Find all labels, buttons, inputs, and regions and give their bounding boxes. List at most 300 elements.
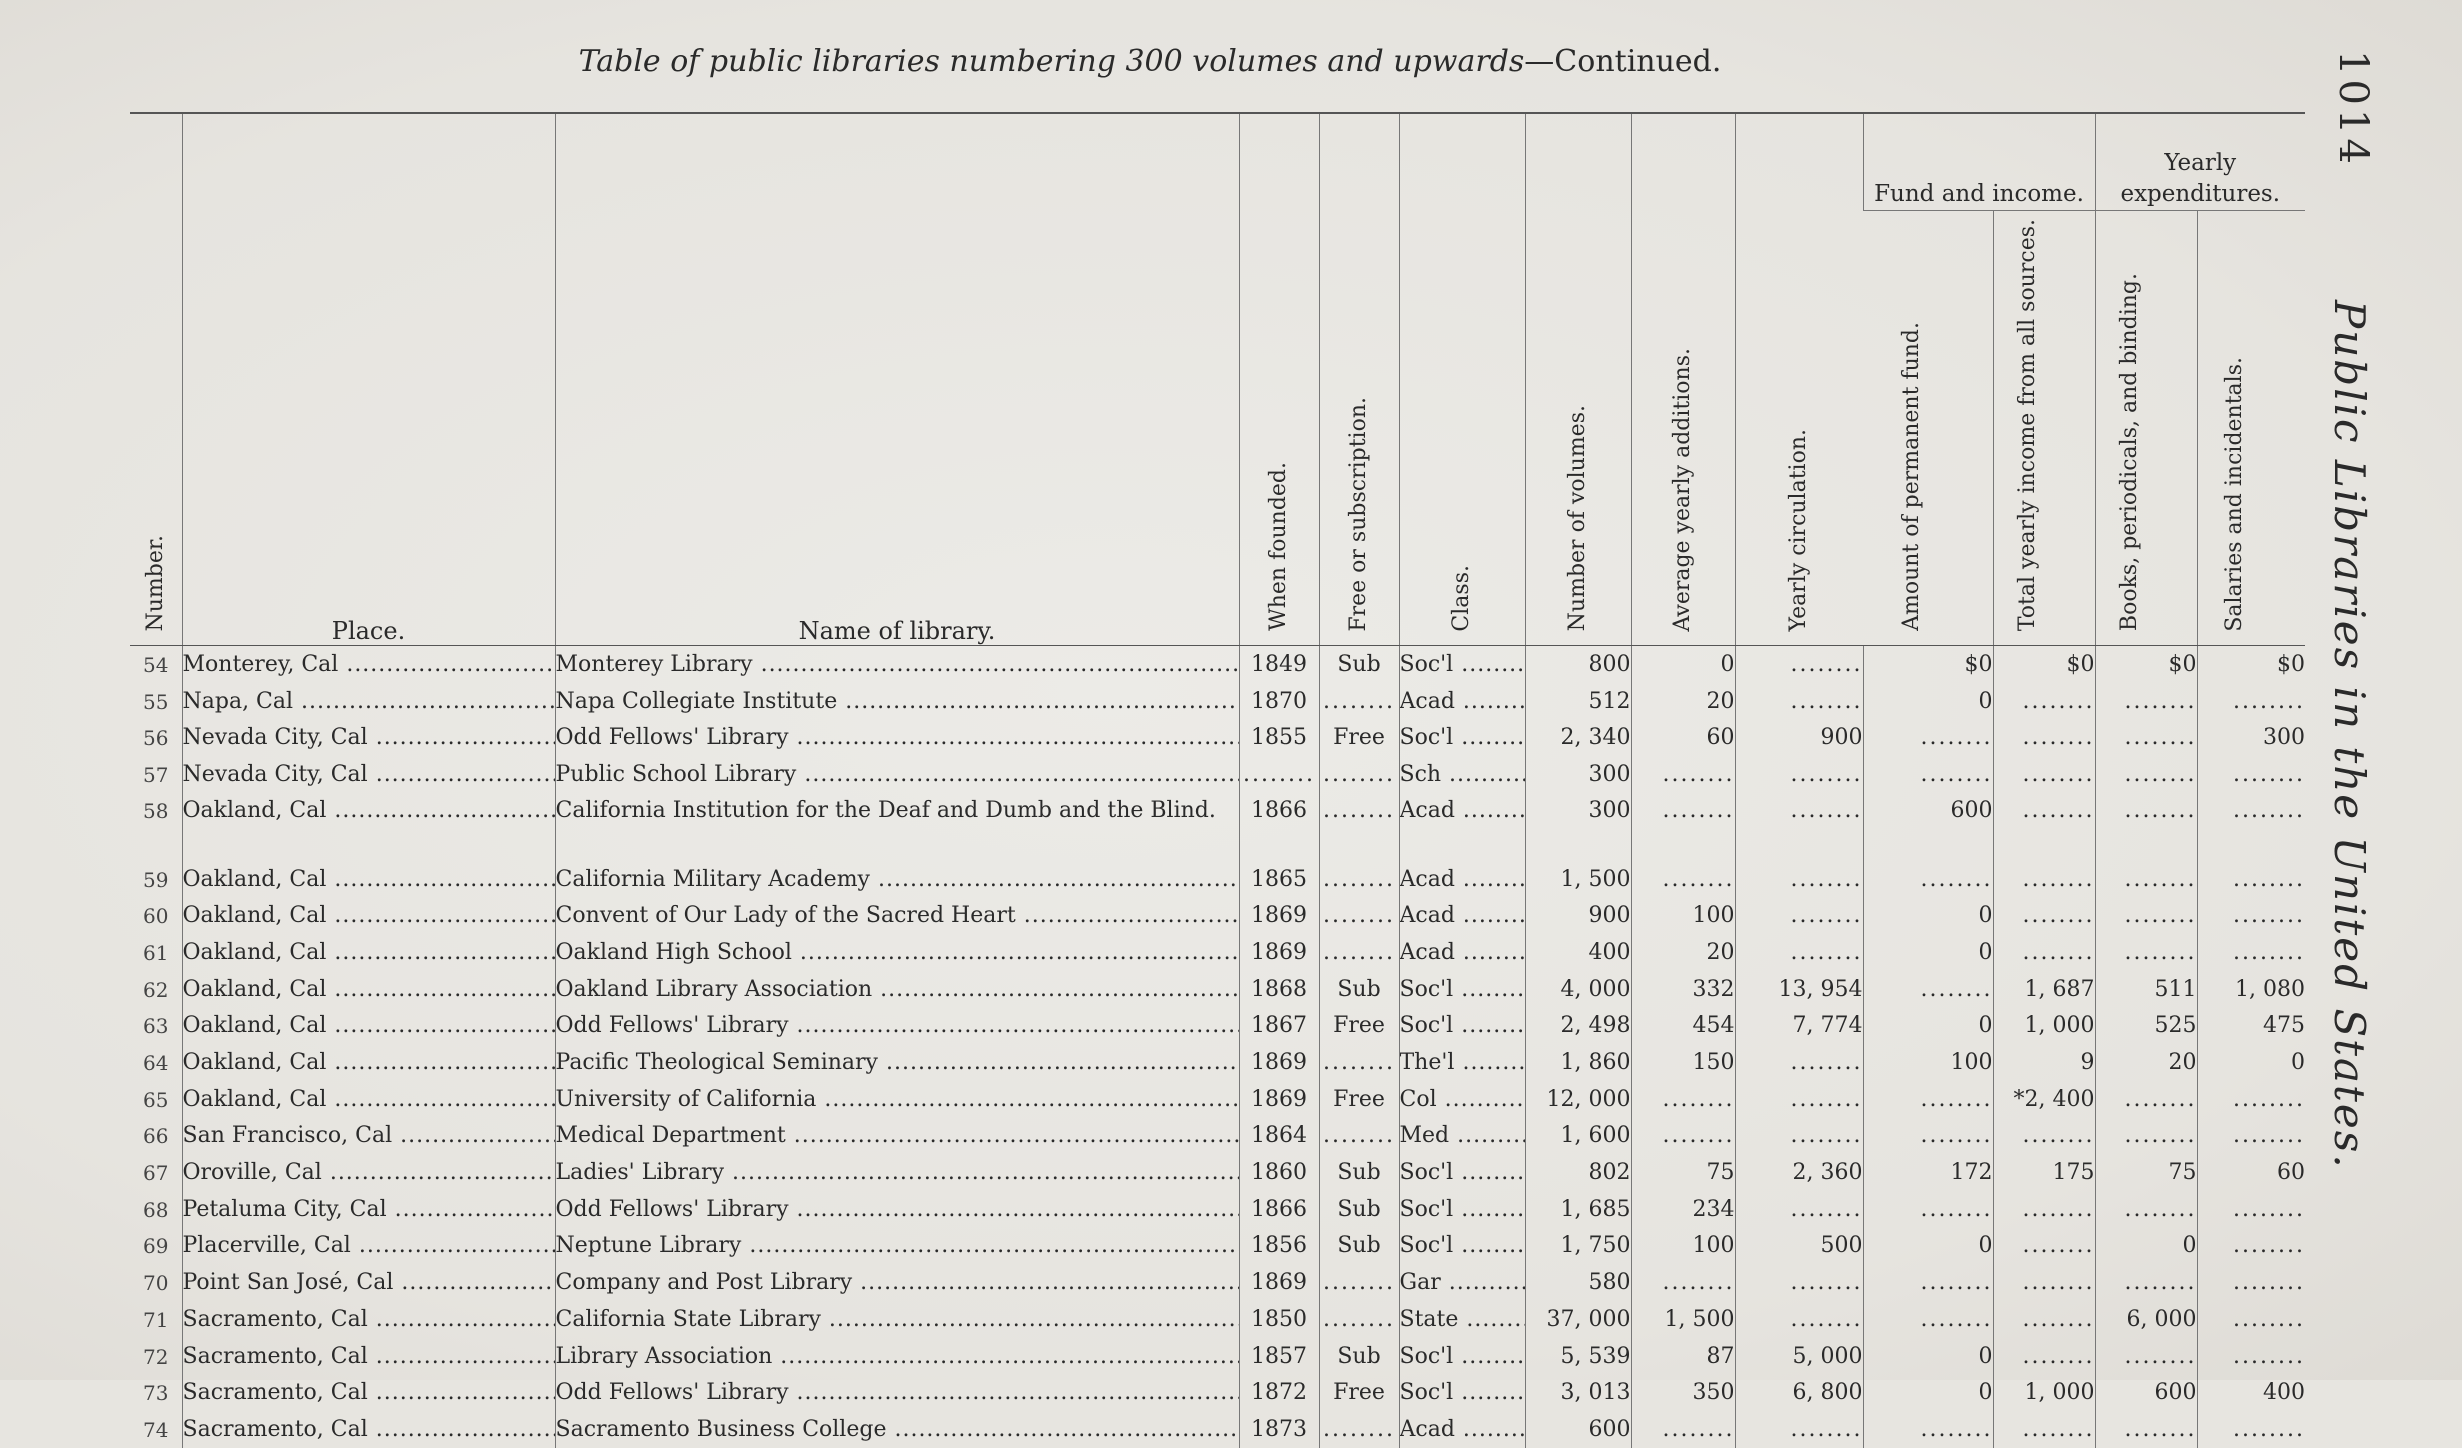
cell-cls: Soc'l ..... — [1399, 1154, 1525, 1191]
cell-free — [1319, 1264, 1399, 1301]
cell-income — [1993, 1228, 2095, 1265]
cell-books — [2095, 720, 2197, 757]
header-name: Name of library. — [555, 113, 1239, 646]
cell-cls: Acad ..... — [1399, 1411, 1525, 1448]
cell-name: Odd Fellows' Library ..... — [555, 720, 1239, 757]
cell-place: Oakland, Cal ..... — [182, 1044, 555, 1081]
table-row — [130, 1008, 2305, 1045]
cell-salaries — [2197, 1338, 2305, 1375]
cell-additions: 350 — [1631, 1375, 1735, 1412]
cell-books — [2095, 683, 2197, 720]
cell-num: 56 — [143, 726, 169, 751]
cell-num: 68 — [143, 1197, 169, 1222]
cell-num: 70 — [143, 1271, 169, 1296]
header-place: Place. — [182, 113, 555, 646]
cell-income: $0 — [1993, 646, 2095, 683]
cell-additions: 0 — [1631, 646, 1735, 683]
cell-fund — [1863, 1191, 1993, 1228]
cell-place: Sacramento, Cal ..... — [182, 1301, 555, 1338]
cell-free: Free — [1319, 1081, 1399, 1118]
cell-founded: 1866 — [1239, 1191, 1319, 1228]
cell-founded: 1869 — [1239, 898, 1319, 935]
cell-fund — [1863, 756, 1993, 793]
cell-salaries — [2197, 1118, 2305, 1155]
cell-volumes: 37, 000 — [1525, 1301, 1631, 1338]
cell-place: Napa, Cal ..... — [182, 683, 555, 720]
cell-name: California Institution for the Deaf and Dumb and the Blind. — [555, 793, 1239, 861]
cell-income — [1993, 720, 2095, 757]
cell-books: 525 — [2095, 1008, 2197, 1045]
cell-cls: Acad ..... — [1399, 683, 1525, 720]
header-free: Free or subscription. — [1319, 113, 1399, 646]
header-class: Class. — [1399, 113, 1525, 646]
header-books: Books, periodicals, and binding. — [2095, 211, 2197, 646]
cell-place: Sacramento, Cal ..... — [182, 1338, 555, 1375]
cell-fund: 0 — [1863, 898, 1993, 935]
cell-income — [1993, 756, 2095, 793]
cell-additions: 234 — [1631, 1191, 1735, 1228]
cell-num: 61 — [143, 940, 169, 965]
libraries-table — [130, 112, 2305, 1448]
table-row — [130, 756, 2305, 793]
cell-circ — [1735, 1411, 1863, 1448]
cell-num: 69 — [143, 1234, 169, 1259]
cell-fund: 0 — [1863, 683, 1993, 720]
cell-cls: Acad ..... — [1399, 861, 1525, 898]
cell-fund: 0 — [1863, 934, 1993, 971]
cell-salaries: 60 — [2197, 1154, 2305, 1191]
cell-name: Pacific Theological Seminary ..... — [555, 1044, 1239, 1081]
cell-free — [1319, 861, 1399, 898]
cell-volumes: 512 — [1525, 683, 1631, 720]
cell-cls: Soc'l ..... — [1399, 720, 1525, 757]
table-body — [130, 646, 2305, 1448]
cell-founded: 1864 — [1239, 1118, 1319, 1155]
cell-books: 0 — [2095, 1228, 2197, 1265]
cell-cls: Soc'l ..... — [1399, 1375, 1525, 1412]
cell-volumes: 3, 013 — [1525, 1375, 1631, 1412]
cell-volumes: 580 — [1525, 1264, 1631, 1301]
cell-cls: Med ..... — [1399, 1118, 1525, 1155]
cell-books — [2095, 793, 2197, 861]
cell-additions: 150 — [1631, 1044, 1735, 1081]
cell-place: Oakland, Cal ..... — [182, 971, 555, 1008]
cell-cls: Col ..... — [1399, 1081, 1525, 1118]
cell-volumes: 900 — [1525, 898, 1631, 935]
table-row — [130, 1228, 2305, 1265]
table-row — [130, 1118, 2305, 1155]
table-row — [130, 1191, 2305, 1228]
cell-cls: Soc'l ..... — [1399, 1228, 1525, 1265]
cell-free: Free — [1319, 720, 1399, 757]
cell-circ: 13, 954 — [1735, 971, 1863, 1008]
cell-circ: 7, 774 — [1735, 1008, 1863, 1045]
cell-volumes: 800 — [1525, 646, 1631, 683]
cell-income: 9 — [1993, 1044, 2095, 1081]
cell-founded: 1872 — [1239, 1375, 1319, 1412]
cell-name: Oakland Library Association ..... — [555, 971, 1239, 1008]
cell-free: Sub — [1319, 646, 1399, 683]
header-number: Number. — [130, 113, 182, 646]
cell-name: Company and Post Library ..... — [555, 1264, 1239, 1301]
cell-cls: Soc'l ..... — [1399, 1008, 1525, 1045]
cell-income — [1993, 898, 2095, 935]
cell-income: 175 — [1993, 1154, 2095, 1191]
cell-salaries — [2197, 1411, 2305, 1448]
cell-place: San Francisco, Cal ..... — [182, 1118, 555, 1155]
cell-num: 74 — [143, 1417, 169, 1442]
cell-free: Sub — [1319, 1338, 1399, 1375]
cell-circ: 500 — [1735, 1228, 1863, 1265]
cell-additions — [1631, 1081, 1735, 1118]
cell-circ — [1735, 898, 1863, 935]
cell-free — [1319, 793, 1399, 861]
cell-name: Sacramento Business College ..... — [555, 1411, 1239, 1448]
table-row — [130, 1338, 2305, 1375]
cell-books — [2095, 1264, 2197, 1301]
cell-founded: 1856 — [1239, 1228, 1319, 1265]
cell-books — [2095, 861, 2197, 898]
cell-volumes: 300 — [1525, 756, 1631, 793]
cell-income — [1993, 1191, 2095, 1228]
cell-fund — [1863, 1118, 1993, 1155]
cell-salaries: 400 — [2197, 1375, 2305, 1412]
cell-num: 54 — [143, 652, 169, 677]
table-row — [130, 861, 2305, 898]
cell-fund — [1863, 720, 1993, 757]
table-row — [130, 1264, 2305, 1301]
cell-salaries — [2197, 1301, 2305, 1338]
table-title-italic: Table of public libraries numbering 300 volumes and upwards — [578, 44, 1525, 79]
cell-fund — [1863, 1081, 1993, 1118]
cell-num: 73 — [143, 1381, 169, 1406]
table-row — [130, 646, 2305, 683]
table-row — [130, 1411, 2305, 1448]
cell-name: Odd Fellows' Library ..... — [555, 1191, 1239, 1228]
cell-founded: 1860 — [1239, 1154, 1319, 1191]
cell-fund: 100 — [1863, 1044, 1993, 1081]
cell-additions: 75 — [1631, 1154, 1735, 1191]
cell-founded: 1865 — [1239, 861, 1319, 898]
cell-num: 64 — [143, 1051, 169, 1076]
cell-circ: 5, 000 — [1735, 1338, 1863, 1375]
cell-free: Sub — [1319, 1154, 1399, 1191]
cell-income: 1, 687 — [1993, 971, 2095, 1008]
cell-fund: 0 — [1863, 1008, 1993, 1045]
cell-salaries: 0 — [2197, 1044, 2305, 1081]
cell-founded: 1866 — [1239, 793, 1319, 861]
cell-volumes: 1, 600 — [1525, 1118, 1631, 1155]
cell-salaries — [2197, 1191, 2305, 1228]
table-row — [130, 1375, 2305, 1412]
cell-circ — [1735, 756, 1863, 793]
cell-place: Oakland, Cal ..... — [182, 934, 555, 971]
cell-founded: 1849 — [1239, 646, 1319, 683]
header-founded: When founded. — [1239, 113, 1319, 646]
cell-books — [2095, 1411, 2197, 1448]
cell-num: 59 — [143, 867, 169, 892]
table-title — [0, 44, 2300, 79]
cell-name: Medical Department ..... — [555, 1118, 1239, 1155]
cell-additions: 87 — [1631, 1338, 1735, 1375]
cell-volumes: 4, 000 — [1525, 971, 1631, 1008]
cell-books — [2095, 1081, 2197, 1118]
cell-salaries — [2197, 683, 2305, 720]
cell-free — [1319, 683, 1399, 720]
cell-income — [1993, 683, 2095, 720]
cell-fund: 172 — [1863, 1154, 1993, 1191]
cell-income — [1993, 793, 2095, 861]
header-income: Total yearly income from all sources. — [1993, 211, 2095, 646]
cell-cls: Soc'l ..... — [1399, 971, 1525, 1008]
cell-place: Placerville, Cal ..... — [182, 1228, 555, 1265]
cell-name: Library Association ..... — [555, 1338, 1239, 1375]
cell-salaries: 475 — [2197, 1008, 2305, 1045]
cell-founded: 1869 — [1239, 934, 1319, 971]
cell-free — [1319, 1118, 1399, 1155]
cell-volumes: 2, 340 — [1525, 720, 1631, 757]
cell-name: Napa Collegiate Institute ..... — [555, 683, 1239, 720]
cell-free: Sub — [1319, 971, 1399, 1008]
cell-books: 600 — [2095, 1375, 2197, 1412]
cell-place: Oakland, Cal ..... — [182, 898, 555, 935]
cell-cls: Acad ..... — [1399, 898, 1525, 935]
cell-fund — [1863, 1264, 1993, 1301]
cell-free: Sub — [1319, 1228, 1399, 1265]
cell-name: Convent of Our Lady of the Sacred Heart ..... — [555, 898, 1239, 935]
cell-circ: 6, 800 — [1735, 1375, 1863, 1412]
header-additions: Average yearly additions. — [1631, 113, 1735, 646]
cell-cls: Acad ..... — [1399, 934, 1525, 971]
cell-books: 20 — [2095, 1044, 2197, 1081]
cell-name: Odd Fellows' Library ..... — [555, 1375, 1239, 1412]
cell-place: Point San José, Cal ..... — [182, 1264, 555, 1301]
cell-circ — [1735, 1081, 1863, 1118]
cell-salaries — [2197, 1264, 2305, 1301]
cell-name: Monterey Library ..... — [555, 646, 1239, 683]
cell-place: Petaluma City, Cal ..... — [182, 1191, 555, 1228]
cell-volumes: 400 — [1525, 934, 1631, 971]
cell-name: California Military Academy ..... — [555, 861, 1239, 898]
running-head: Public Libraries in the United States. — [2325, 300, 2374, 1170]
cell-cls: Acad ..... — [1399, 793, 1525, 861]
cell-free — [1319, 756, 1399, 793]
cell-circ — [1735, 793, 1863, 861]
cell-fund — [1863, 971, 1993, 1008]
header-expenditures-group: Yearly expenditures. — [2095, 113, 2305, 211]
cell-cls: State ..... — [1399, 1301, 1525, 1338]
cell-volumes: 1, 750 — [1525, 1228, 1631, 1265]
table-row — [130, 720, 2305, 757]
cell-circ — [1735, 934, 1863, 971]
cell-cls: Sch ..... — [1399, 756, 1525, 793]
table-title-continued: —Continued. — [1524, 44, 1722, 79]
header-salaries: Salaries and incidentals. — [2197, 211, 2305, 646]
cell-founded: 1869 — [1239, 1081, 1319, 1118]
cell-volumes: 12, 000 — [1525, 1081, 1631, 1118]
cell-cls: Soc'l ..... — [1399, 646, 1525, 683]
cell-additions — [1631, 1264, 1735, 1301]
cell-additions — [1631, 861, 1735, 898]
cell-books: $0 — [2095, 646, 2197, 683]
cell-salaries: 300 — [2197, 720, 2305, 757]
cell-salaries: 1, 080 — [2197, 971, 2305, 1008]
table-row — [130, 793, 2305, 861]
cell-num: 67 — [143, 1161, 169, 1186]
cell-free — [1319, 1044, 1399, 1081]
cell-additions: 1, 500 — [1631, 1301, 1735, 1338]
cell-additions: 20 — [1631, 934, 1735, 971]
cell-num: 66 — [143, 1124, 169, 1149]
cell-free — [1319, 1411, 1399, 1448]
cell-books: 511 — [2095, 971, 2197, 1008]
cell-fund: 0 — [1863, 1375, 1993, 1412]
table-row — [130, 1044, 2305, 1081]
cell-circ: 2, 360 — [1735, 1154, 1863, 1191]
cell-fund — [1863, 861, 1993, 898]
cell-num: 58 — [143, 798, 169, 823]
cell-income — [1993, 1301, 2095, 1338]
cell-salaries — [2197, 1228, 2305, 1265]
cell-name: California State Library ..... — [555, 1301, 1239, 1338]
cell-founded — [1239, 756, 1319, 793]
cell-name: Odd Fellows' Library ..... — [555, 1008, 1239, 1045]
cell-books: 6, 000 — [2095, 1301, 2197, 1338]
cell-num: 72 — [143, 1344, 169, 1369]
cell-fund: 0 — [1863, 1228, 1993, 1265]
cell-volumes: 1, 685 — [1525, 1191, 1631, 1228]
cell-income — [1993, 861, 2095, 898]
cell-founded: 1870 — [1239, 683, 1319, 720]
cell-num: 57 — [143, 762, 169, 787]
cell-num: 55 — [143, 689, 169, 714]
cell-free: Free — [1319, 1008, 1399, 1045]
cell-num: 71 — [143, 1307, 169, 1332]
cell-additions — [1631, 1118, 1735, 1155]
cell-salaries — [2197, 1081, 2305, 1118]
cell-fund — [1863, 1301, 1993, 1338]
cell-books — [2095, 1118, 2197, 1155]
cell-additions: 100 — [1631, 1228, 1735, 1265]
cell-place: Nevada City, Cal ..... — [182, 720, 555, 757]
cell-founded: 1867 — [1239, 1008, 1319, 1045]
cell-founded: 1868 — [1239, 971, 1319, 1008]
table-row — [130, 1301, 2305, 1338]
cell-salaries — [2197, 756, 2305, 793]
cell-additions: 60 — [1631, 720, 1735, 757]
header-fund: Amount of permanent fund. — [1863, 211, 1993, 646]
cell-books: 75 — [2095, 1154, 2197, 1191]
cell-fund — [1863, 1411, 1993, 1448]
cell-circ: 900 — [1735, 720, 1863, 757]
cell-volumes: 1, 860 — [1525, 1044, 1631, 1081]
cell-additions — [1631, 1411, 1735, 1448]
cell-volumes: 5, 539 — [1525, 1338, 1631, 1375]
page-number: 1014 — [2330, 50, 2376, 168]
cell-cls: Soc'l ..... — [1399, 1191, 1525, 1228]
cell-place: Oakland, Cal ..... — [182, 793, 555, 861]
cell-founded: 1869 — [1239, 1044, 1319, 1081]
cell-circ — [1735, 646, 1863, 683]
cell-volumes: 802 — [1525, 1154, 1631, 1191]
cell-additions — [1631, 756, 1735, 793]
cell-income — [1993, 1338, 2095, 1375]
cell-income — [1993, 1118, 2095, 1155]
table-row — [130, 683, 2305, 720]
header-fund-group: Fund and income. — [1863, 113, 2095, 211]
cell-place: Oakland, Cal ..... — [182, 1081, 555, 1118]
cell-volumes: 1, 500 — [1525, 861, 1631, 898]
cell-additions: 332 — [1631, 971, 1735, 1008]
cell-additions: 20 — [1631, 683, 1735, 720]
table-row — [130, 1081, 2305, 1118]
header-circulation: Yearly circulation. — [1735, 113, 1863, 646]
table-row — [130, 971, 2305, 1008]
cell-free — [1319, 934, 1399, 971]
cell-additions — [1631, 793, 1735, 861]
cell-income — [1993, 934, 2095, 971]
cell-fund: 600 — [1863, 793, 1993, 861]
cell-volumes: 2, 498 — [1525, 1008, 1631, 1045]
cell-additions: 454 — [1631, 1008, 1735, 1045]
cell-income: 1, 000 — [1993, 1375, 2095, 1412]
cell-circ — [1735, 861, 1863, 898]
cell-salaries: $0 — [2197, 646, 2305, 683]
cell-income: *2, 400 — [1993, 1081, 2095, 1118]
cell-circ — [1735, 1191, 1863, 1228]
cell-salaries — [2197, 793, 2305, 861]
cell-salaries — [2197, 898, 2305, 935]
cell-free: Sub — [1319, 1191, 1399, 1228]
cell-name: Neptune Library ..... — [555, 1228, 1239, 1265]
cell-founded: 1850 — [1239, 1301, 1319, 1338]
cell-cls: Soc'l ..... — [1399, 1338, 1525, 1375]
cell-founded: 1873 — [1239, 1411, 1319, 1448]
table-row — [130, 1154, 2305, 1191]
cell-books — [2095, 898, 2197, 935]
cell-circ — [1735, 1118, 1863, 1155]
header-volumes: Number of volumes. — [1525, 113, 1631, 646]
cell-place: Oakland, Cal ..... — [182, 1008, 555, 1045]
cell-free: Free — [1319, 1375, 1399, 1412]
cell-name: Public School Library ..... — [555, 756, 1239, 793]
cell-income — [1993, 1264, 2095, 1301]
table-row — [130, 934, 2305, 971]
cell-place: Oroville, Cal ..... — [182, 1154, 555, 1191]
cell-books — [2095, 1191, 2197, 1228]
cell-place: Sacramento, Cal ..... — [182, 1411, 555, 1448]
cell-name: Oakland High School ..... — [555, 934, 1239, 971]
cell-place: Monterey, Cal ..... — [182, 646, 555, 683]
cell-num: 63 — [143, 1014, 169, 1039]
cell-num: 60 — [143, 904, 169, 929]
cell-circ — [1735, 1264, 1863, 1301]
cell-income: 1, 000 — [1993, 1008, 2095, 1045]
cell-free — [1319, 898, 1399, 935]
cell-num: 65 — [143, 1087, 169, 1112]
cell-salaries — [2197, 934, 2305, 971]
cell-fund: 0 — [1863, 1338, 1993, 1375]
cell-free — [1319, 1301, 1399, 1338]
cell-books — [2095, 756, 2197, 793]
cell-place: Sacramento, Cal ..... — [182, 1375, 555, 1412]
cell-volumes: 300 — [1525, 793, 1631, 861]
cell-founded: 1855 — [1239, 720, 1319, 757]
cell-founded: 1869 — [1239, 1264, 1319, 1301]
cell-circ — [1735, 1044, 1863, 1081]
cell-cls: The'l ..... — [1399, 1044, 1525, 1081]
cell-additions: 100 — [1631, 898, 1735, 935]
